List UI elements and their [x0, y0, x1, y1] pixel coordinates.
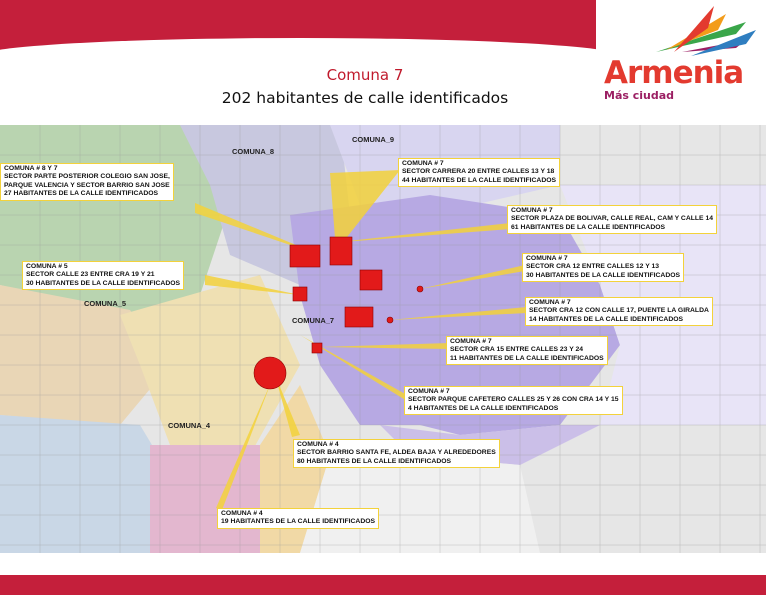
zone-label-comuna-7: COMUNA_7: [292, 316, 335, 325]
marker-circle-large: [254, 357, 286, 389]
marker-area-b: [330, 237, 352, 265]
comuna-map: [0, 125, 766, 553]
callout-cra-20: COMUNA # 7 SECTOR CARRERA 20 ENTRE CALLES 13 Y 18 44 HABITANTES DE LA CALLE IDENTIFICADOS: [398, 158, 560, 187]
callout-comuna-4: COMUNA # 4 19 HABITANTES DE LA CALLE IDENTIFICADOS: [217, 508, 379, 529]
marker-dot-b: [387, 317, 393, 323]
marker-area-e: [345, 307, 373, 327]
callout-plaza-bolivar: COMUNA # 7 SECTOR PLAZA DE BOLIVAR, CALLE REAL, CAM Y CALLE 14 61 HABITANTES DE LA CALLE IDENTIFICADOS: [507, 205, 717, 234]
callout-puente-giralda: COMUNA # 7 SECTOR CRA 12 CON CALLE 17, PUENTE LA GIRALDA 14 HABITANTES DE LA CALLE IDENTIFICADOS: [525, 297, 713, 326]
marker-area-f: [312, 343, 322, 353]
page-subtitle: 202 habitantes de calle identificados: [221, 89, 509, 107]
callout-parque-cafetero: COMUNA # 7 SECTOR PARQUE CAFETERO CALLES 25 Y 26 CON CRA 14 Y 15 4 HABITANTES DE LA CALLE IDENTIFICADOS: [404, 386, 623, 415]
callout-comuna-8-7: COMUNA # 8 Y 7 SECTOR PARTE POSTERIOR COLEGIO SAN JOSE, PARQUE VALENCIA Y SECTOR BARRIO SAN JOSE 27 HABITANTES DE LA CALLE IDENTIFICADOS: [0, 163, 174, 201]
marker-dot-a: [417, 286, 423, 292]
zone-label-comuna-9: COMUNA_9: [352, 135, 395, 144]
callout-calle-23: COMUNA # 5 SECTOR CALLE 23 ENTRE CRA 19 Y 21 30 HABITANTES DE LA CALLE IDENTIFICADOS: [22, 261, 184, 290]
logo-word: Armenia: [604, 55, 744, 91]
armenia-logo: [596, 0, 766, 123]
zone-label-comuna-4: COMUNA_4: [168, 421, 211, 430]
zone-label-comuna-8: COMUNA_8: [232, 147, 275, 156]
marker-area-a: [290, 245, 320, 267]
callout-cra-12: COMUNA # 7 SECTOR CRA 12 ENTRE CALLES 12 Y 13 30 HABITANTES DE LA CALLE IDENTIFICADOS: [522, 253, 684, 282]
bird-of-paradise-icon: [596, 0, 766, 60]
callout-santa-fe: COMUNA # 4 SECTOR BARRIO SANTA FE, ALDEA BAJA Y ALREDEDORES 80 HABITANTES DE LA CALLE IDENTIFICADOS: [293, 439, 500, 468]
page-title: Comuna 7: [326, 66, 404, 84]
callout-cra-15: COMUNA # 7 SECTOR CRA 15 ENTRE CALLES 23 Y 24 11 HABITANTES DE LA CALLE IDENTIFICADOS: [446, 336, 608, 365]
marker-area-d: [293, 287, 307, 301]
footer-banner: [0, 575, 766, 595]
zone-label-comuna-5: COMUNA_5: [84, 299, 127, 308]
logo-tagline: Más ciudad: [604, 89, 675, 102]
marker-area-c: [360, 270, 382, 290]
